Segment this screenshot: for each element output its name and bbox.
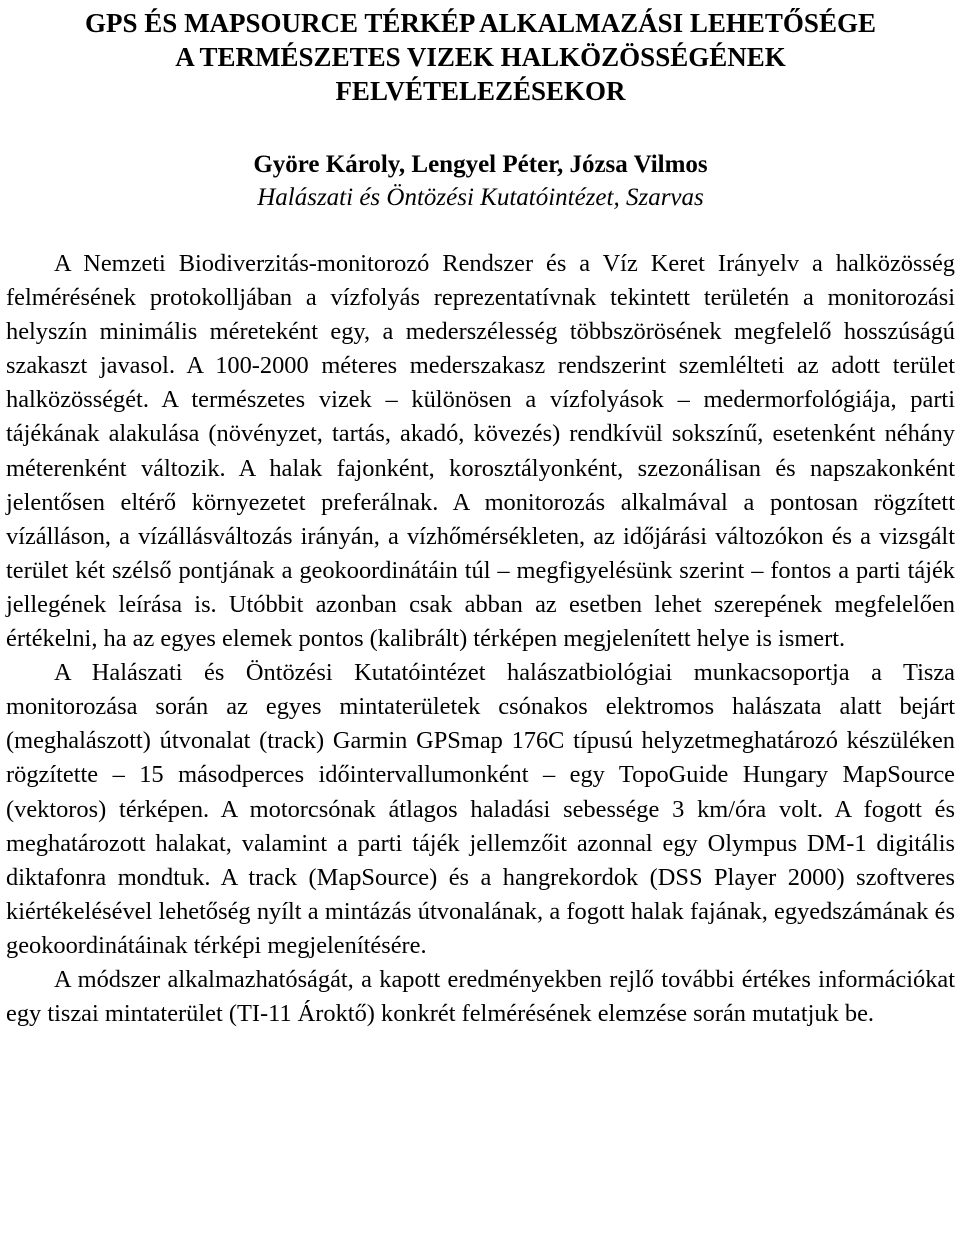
title-line: A TERMÉSZETES VIZEK HALKÖZÖSSÉGÉNEK bbox=[175, 42, 786, 72]
paragraph: A Nemzeti Biodiverzitás-monitorozó Rendszer és a Víz Keret Irányelv a halközösség felmérésének protokolljában a vízfolyás reprezentatívnak tekintett területén a monitorozási helyszín minimális méreteként egy, a mederszélesség többszörösének megfelelő hosszúságú szakaszt javasol. A 100-2000 méteres mederszakasz rendszerint szemlélteti az adott terület halközösségét. A természetes vizek – különösen a vízfolyások – medermorfológiája, parti tájékának alakulása (növényzet, tartás, akadó, kövezés) rendkívül sokszínű, esetenként néhány méterenként változik. A halak fajonként, korosztályonként, szezonálisan és napszakonként jelentősen eltérő környezetet preferálnak. A monitorozás alkalmával a pontosan rögzített vízálláson, a vízállásváltozás irányán, a vízhőmérsékleten, az időjárási változókon és a vizsgált terület két szélső pontjának a geokoordinátáin túl – megfigyelésünk szerint – fontos a parti tájék jellegének leírása is. Utóbbit azonban csak abban az esetben lehet szerepének megfelelően értékelni, ha az egyes elemek pontos (kalibrált) térképen megjelenített helye is ismert. bbox=[6, 250, 955, 653]
paper-title bbox=[6, 4, 955, 108]
paragraph: A Halászati és Öntözési Kutatóintézet halászatbiológiai munkacsoportja a Tisza monitorozása során az egyes mintaterületek csónakos elektromos halászata alatt bejárt (meghalászott) útvonalat (track) Garmin GPSmap 176C típusú helyzetmeghatározó készüléken rögzítette – 15 másodperces időintervallumonként – egy TopoGuide Hungary MapSource (vektoros) térképen. A motorcsónak átlagos haladási sebessége 3 km/óra volt. A fogott és meghatározott halakat, valamint a parti tájék jellemzőit azonnal egy Olympus DM-1 digitális diktafonra mondtuk. A track (MapSource) és a hangrekordok (DSS Player 2000) szoftveres kiértékelésével lehetőség nyílt a mintázás útvonalának, a fogott halak fajának, egyedszámának és geokoordinátáinak térképi megjelenítésére. bbox=[6, 659, 955, 959]
affiliation: Halászati és Öntözési Kutatóintézet, Szarvas bbox=[257, 184, 704, 211]
abstract-body bbox=[6, 247, 955, 1031]
title-line: FELVÉTELEZÉSEKOR bbox=[335, 76, 626, 106]
author-list: Györe Károly, Lengyel Péter, Józsa Vilmos bbox=[253, 151, 708, 178]
document-page bbox=[6, 4, 955, 1031]
paragraph: A módszer alkalmazhatóságát, a kapott eredményekben rejlő további értékes információkat egy tiszai mintaterület (TI-11 Ároktő) konkrét felmérésének elemzése során mutatjuk be. bbox=[6, 965, 955, 1028]
title-line: GPS ÉS MAPSOURCE TÉRKÉP ALKALMAZÁSI LEHETŐSÉGE bbox=[85, 8, 876, 38]
